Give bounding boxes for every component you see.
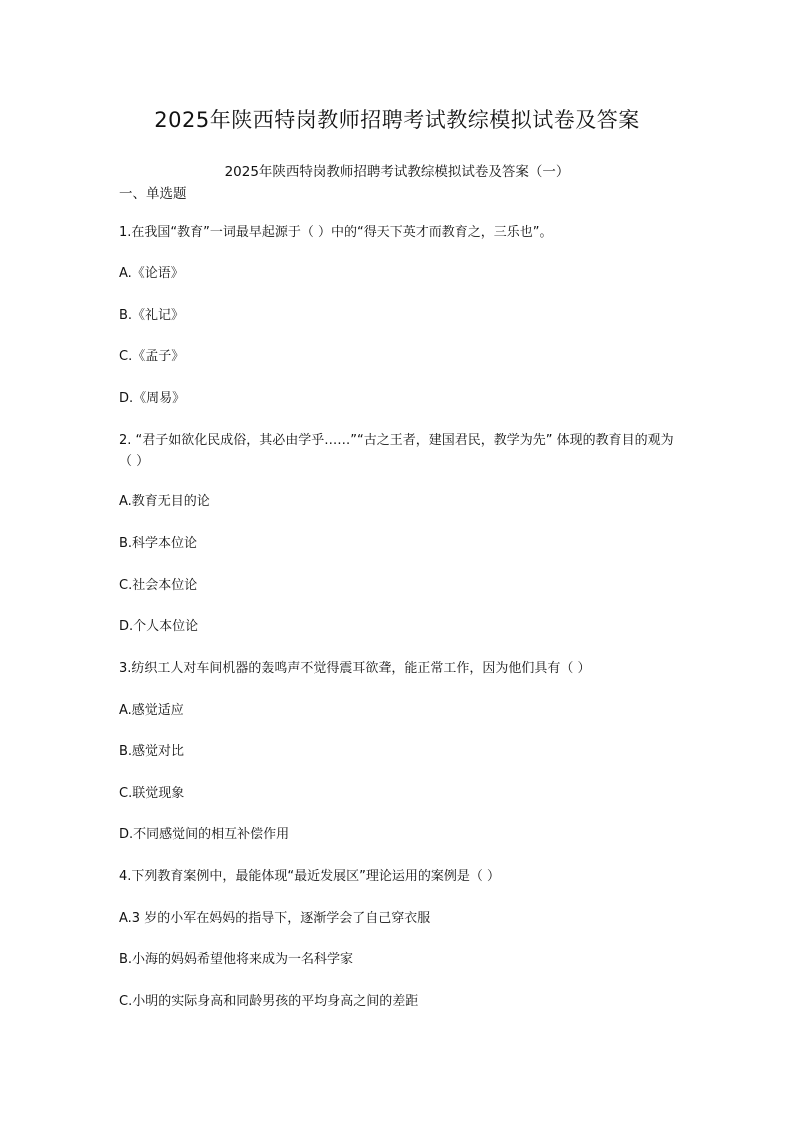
question-1-option-d: D.《周易》 bbox=[119, 391, 186, 406]
question-4-option-c: C.小明的实际身高和同龄男孩的平均身高之间的差距 bbox=[119, 994, 419, 1009]
question-2-stem: 2. “君子如欲化民成俗，其必由学乎……”“古之王者，建国君民，教学为先” 体现的教育目的观为（ ） bbox=[119, 433, 674, 469]
question-1-option-a: A.《论语》 bbox=[119, 266, 184, 281]
question-3-option-a: A.感觉适应 bbox=[119, 703, 184, 718]
question-4-option-b: B.小海的妈妈希望他将来成为一名科学家 bbox=[119, 952, 354, 967]
question-2-option-b: B.科学本位论 bbox=[119, 536, 198, 551]
question-1-option-b: B.《礼记》 bbox=[119, 308, 185, 323]
question-1-stem: 1.在我国“教育”一词最早起源于（ ）中的“得天下英才而教育之，三乐也”。 bbox=[119, 225, 553, 240]
question-3-stem: 3.纺织工人对车间机器的轰鸣声不觉得震耳欲聋，能正常工作，因为他们具有（ ） bbox=[119, 661, 591, 676]
question-3-option-c: C.联觉现象 bbox=[119, 786, 185, 801]
question-3-option-b: B.感觉对比 bbox=[119, 744, 185, 759]
question-2-option-a: A.教育无目的论 bbox=[119, 494, 210, 509]
question-2-option-c: C.社会本位论 bbox=[119, 578, 198, 593]
exam-subtitle: 2025年陕西特岗教师招聘考试教综模拟试卷及答案（一） bbox=[224, 164, 570, 180]
question-3-option-d: D.不同感觉间的相互补偿作用 bbox=[119, 827, 290, 842]
question-4-option-a: A.3 岁的小军在妈妈的指导下，逐渐学会了自己穿衣服 bbox=[119, 911, 431, 926]
question-1-option-c: C.《孟子》 bbox=[119, 349, 185, 364]
document-title: 2025年陕西特岗教师招聘考试教综模拟试卷及答案 bbox=[154, 108, 640, 132]
section-heading: 一、单选题 bbox=[119, 186, 187, 202]
question-2-option-d: D.个人本位论 bbox=[119, 619, 199, 634]
question-4-stem: 4.下列教育案例中，最能体现“最近发展区”理论运用的案例是（ ） bbox=[119, 869, 501, 884]
